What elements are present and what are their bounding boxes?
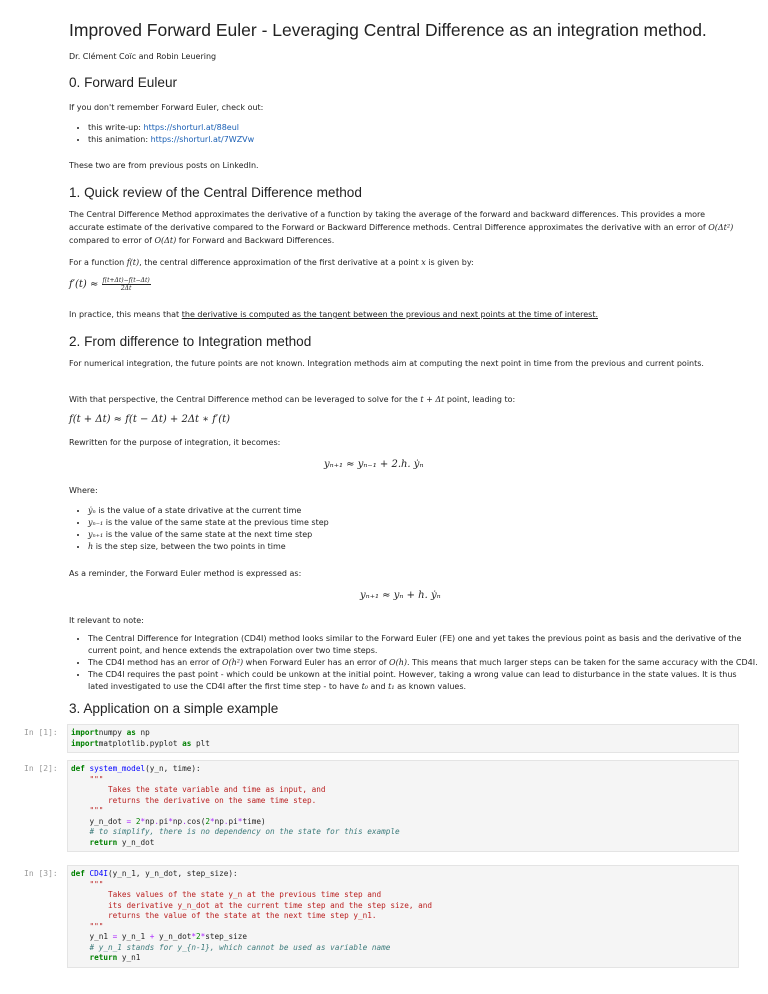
math-inline: yₙ₋₁ [88,518,104,527]
underlined-text: the derivative is computed as the tangent between the previous and next points at the time of interest. [181,310,598,319]
cd4i-formula: yₙ₊₁ ≈ yₙ₋₁ + 2.h. ẏₙ [324,459,424,470]
math-inline: t₀ [361,682,369,691]
write-up-link[interactable]: https://shorturl.at/88eul [143,123,240,132]
list-item [88,541,758,553]
code-token [71,953,90,962]
text: is given by: [425,258,474,267]
code-line [71,739,738,750]
code-line [71,806,738,817]
code-line [71,880,738,891]
code-token: """ [89,774,104,784]
section-0-intro: If you don't remember Forward Euler, check out: [69,103,264,112]
code-token: pi [159,816,169,826]
code-token: np [135,728,150,737]
text: and [368,682,389,691]
forward-euler-reminder: As a reminder, the Forward Euler method is expressed as: [69,569,302,578]
text: point, leading to: [444,395,516,404]
text: The Central Difference Method approximates the derivative of a function by taking the average of the forward and backward differences. This provides a more accurate estimate of the derivative compared to the Forward or Backward Difference methods. Central Difference approximates the derivative with an error of [69,210,709,232]
code-token: = [126,816,132,826]
code-line [71,932,738,943]
text: is the value of the same state at the previous time step [103,518,329,527]
code-token [71,838,90,847]
text: With that perspective, the Central Difference method can be leveraged to solve for the [69,395,421,404]
code-token: * [168,816,173,826]
code-token: y_n_dot [71,816,127,826]
math-inline: ẏₙ [88,506,96,515]
code-line [71,775,738,786]
code-token: + [149,932,155,941]
code-token: 2 [205,816,210,826]
math-inline: f(t) [126,258,140,267]
section-0-outro: These two are from previous posts on LinkedIn. [69,161,259,170]
code-token: np [172,816,183,826]
code-cell-2[interactable] [67,760,739,852]
text: , the central difference approximation of the first derivative at a point [139,258,422,267]
authors: Dr. Clément Coïc and Robin Leuering [69,52,217,61]
code-token: Takes the state variable and time as input, and [71,785,326,794]
code-token: Takes values of the state y_n at the previous time step and [71,890,382,899]
code-token: returns the derivative on the same time step. [71,795,317,805]
code-token: # to simplify, there is no dependency on the state for this example [89,827,400,836]
code-token: 2 [196,932,201,941]
list-item [88,517,758,529]
math-inline: O(h) [389,658,407,667]
list-item-text: this write-up: [88,123,144,132]
section-0-heading: 0. Forward Euleur [69,75,178,90]
code-token: as [182,738,192,748]
text: is the value of a state drivative at the current time [95,506,302,515]
code-token: step_size [205,932,247,941]
code-line [71,890,738,901]
math-inline: O(h²) [221,658,244,667]
text: compared to error of [69,236,155,245]
section-1-paragraph-2 [69,256,739,269]
section-2-paragraph-2 [69,393,739,406]
cell-prompt: In [1]: [24,728,58,737]
central-difference-equation [69,277,739,292]
code-token: . [182,816,187,826]
integration-equation: f(t + Δt) ≈ f(t − Δt) + 2Δt ∗ f′(t) [69,414,231,425]
text: when Forward Euler has an error of [243,658,390,667]
code-token: plt [191,738,210,748]
code-token: """ [89,806,104,815]
list-item [88,657,758,669]
text: . This means that much larger steps can be taken for the same accuracy with the CD4I. [406,658,758,667]
section-2-paragraph-1: For numerical integration, the future points are not known. Integration methods aim at computing the next point in time from the previous and current points. [69,359,704,368]
code-token: 2 [135,816,141,826]
section-1-paragraph-1 [69,208,739,247]
section-1-heading: 1. Quick review of the Central Difference method [69,185,362,200]
code-token: import [71,728,99,737]
code-token [71,922,90,931]
code-line [71,764,738,775]
code-token: numpy [98,728,127,737]
section-2-paragraph-3: Rewritten for the purpose of integration, it becomes: [69,438,281,447]
code-line [71,728,738,739]
code-token: cos( [186,816,206,826]
code-token: def [71,764,85,773]
math-inline: t + Δt [420,395,445,404]
list-item [88,122,758,134]
cell-prompt: In [3]: [24,869,58,878]
code-token: """ [89,879,104,889]
code-token: * [200,932,206,941]
animation-link[interactable]: https://shorturl.at/7WZVw [150,135,255,144]
code-line [71,943,738,954]
code-token: y_n1 [117,953,141,962]
code-token: its derivative y_n_dot at the current time step and the step size, and [71,900,433,910]
code-token: = [112,932,118,941]
equation-numerator: f(t+Δt)−f(t−Δt) [102,277,150,284]
code-token: y_n1 [71,932,113,941]
code-token: CD4I [89,869,109,878]
list-item [88,505,758,517]
code-token: as [126,728,136,737]
code-token: np [145,816,155,826]
code-line [71,785,738,796]
code-token [71,943,90,952]
code-token: import [71,738,99,748]
code-token: system_model [89,764,146,773]
math-inline: O(Δt²) [708,223,734,232]
code-token: y_n_1 [117,932,150,941]
code-token: (y_n_1, y_n_dot, step_size): [108,869,238,878]
text: In practice, this means that [69,310,182,319]
equation-denominator: 2Δt [120,285,132,292]
code-line [71,796,738,807]
equation-lhs: f′(t) ≈ [69,279,102,290]
note-label: It relevant to note: [69,616,144,625]
list-item [88,669,758,693]
code-token: . [223,816,229,826]
section-2-heading: 2. From difference to Integration method [69,334,312,349]
code-line [71,922,738,933]
code-cell-1[interactable] [67,724,739,753]
code-token: return [89,837,118,847]
list-item-text: this animation: [88,135,151,144]
equation-fraction [102,277,151,292]
code-token [71,880,90,889]
code-token: np [214,816,224,826]
code-line [71,953,738,964]
list-item [88,134,758,146]
code-token [71,775,90,784]
code-line [71,901,738,912]
code-token: return [89,953,118,962]
code-token: . [154,816,160,826]
math-inline: x [421,258,426,267]
code-token: returns the value of the state at the next time step y_n1. [71,911,377,920]
math-inline: yₙ₊₁ [88,530,104,539]
text: is the value of the same state at the next time step [103,530,313,539]
code-line [71,827,738,838]
code-token: * [191,932,197,941]
page-title: Improved Forward Euler - Leveraging Central Difference as an integration method. [69,20,707,40]
section-0-link-list [69,122,758,146]
code-token: y_n_dot [117,837,155,847]
list-item: • The Central Difference for Integration (CD4I) method looks similar to the Forward Euler (FE) one and yet takes the previous point as basis and the derivative of the current point, and hence extends the extrapolation over two time steps. [88,633,758,657]
code-token: pi [228,816,238,826]
forward-euler-formula: yₙ₊₁ ≈ yₙ + h. ẏₙ [360,590,441,601]
section-3-heading: 3. Application on a simple example [69,701,279,716]
text: The CD4I method has an error of [88,658,222,667]
code-line [71,817,738,828]
code-token: time) [242,816,266,826]
code-token [71,806,90,815]
code-token [71,827,90,836]
math-inline: h [88,542,94,551]
notes-list [69,633,758,693]
section-1-paragraph-3 [69,308,739,321]
code-token: y_n_dot [154,932,192,941]
where-label: Where: [69,486,98,495]
text: as known values. [394,682,467,691]
text: is the step size, between the two points in time [93,542,286,551]
text: For a function [69,258,127,267]
code-token: matplotlib.pyplot [98,738,183,748]
math-inline: O(Δt) [154,236,177,245]
code-token: * [237,816,243,826]
code-token: (y_n, time): [145,764,201,773]
code-token: * [209,816,215,826]
list-item [88,529,758,541]
code-line [71,869,738,880]
code-token: * [140,816,146,826]
code-line [71,838,738,849]
code-token: # y_n_1 stands for y_{n-1}, which cannot be used as variable name [89,942,391,952]
code-line [71,911,738,922]
code-token: """ [89,921,104,931]
text: The CD4I requires the past point - which could be unkown at the initial point. However, taking a wrong value can lead to disturbance in the state values. It is thus lated investigated to use the CD4I after the first time step - to have [88,670,737,691]
math-inline: t₁ [388,682,395,691]
code-token: def [71,869,85,878]
code-cell-3[interactable] [67,865,739,968]
cell-prompt: In [2]: [24,764,58,773]
where-list [69,505,758,553]
text: for Forward and Backward Differences. [176,236,335,245]
